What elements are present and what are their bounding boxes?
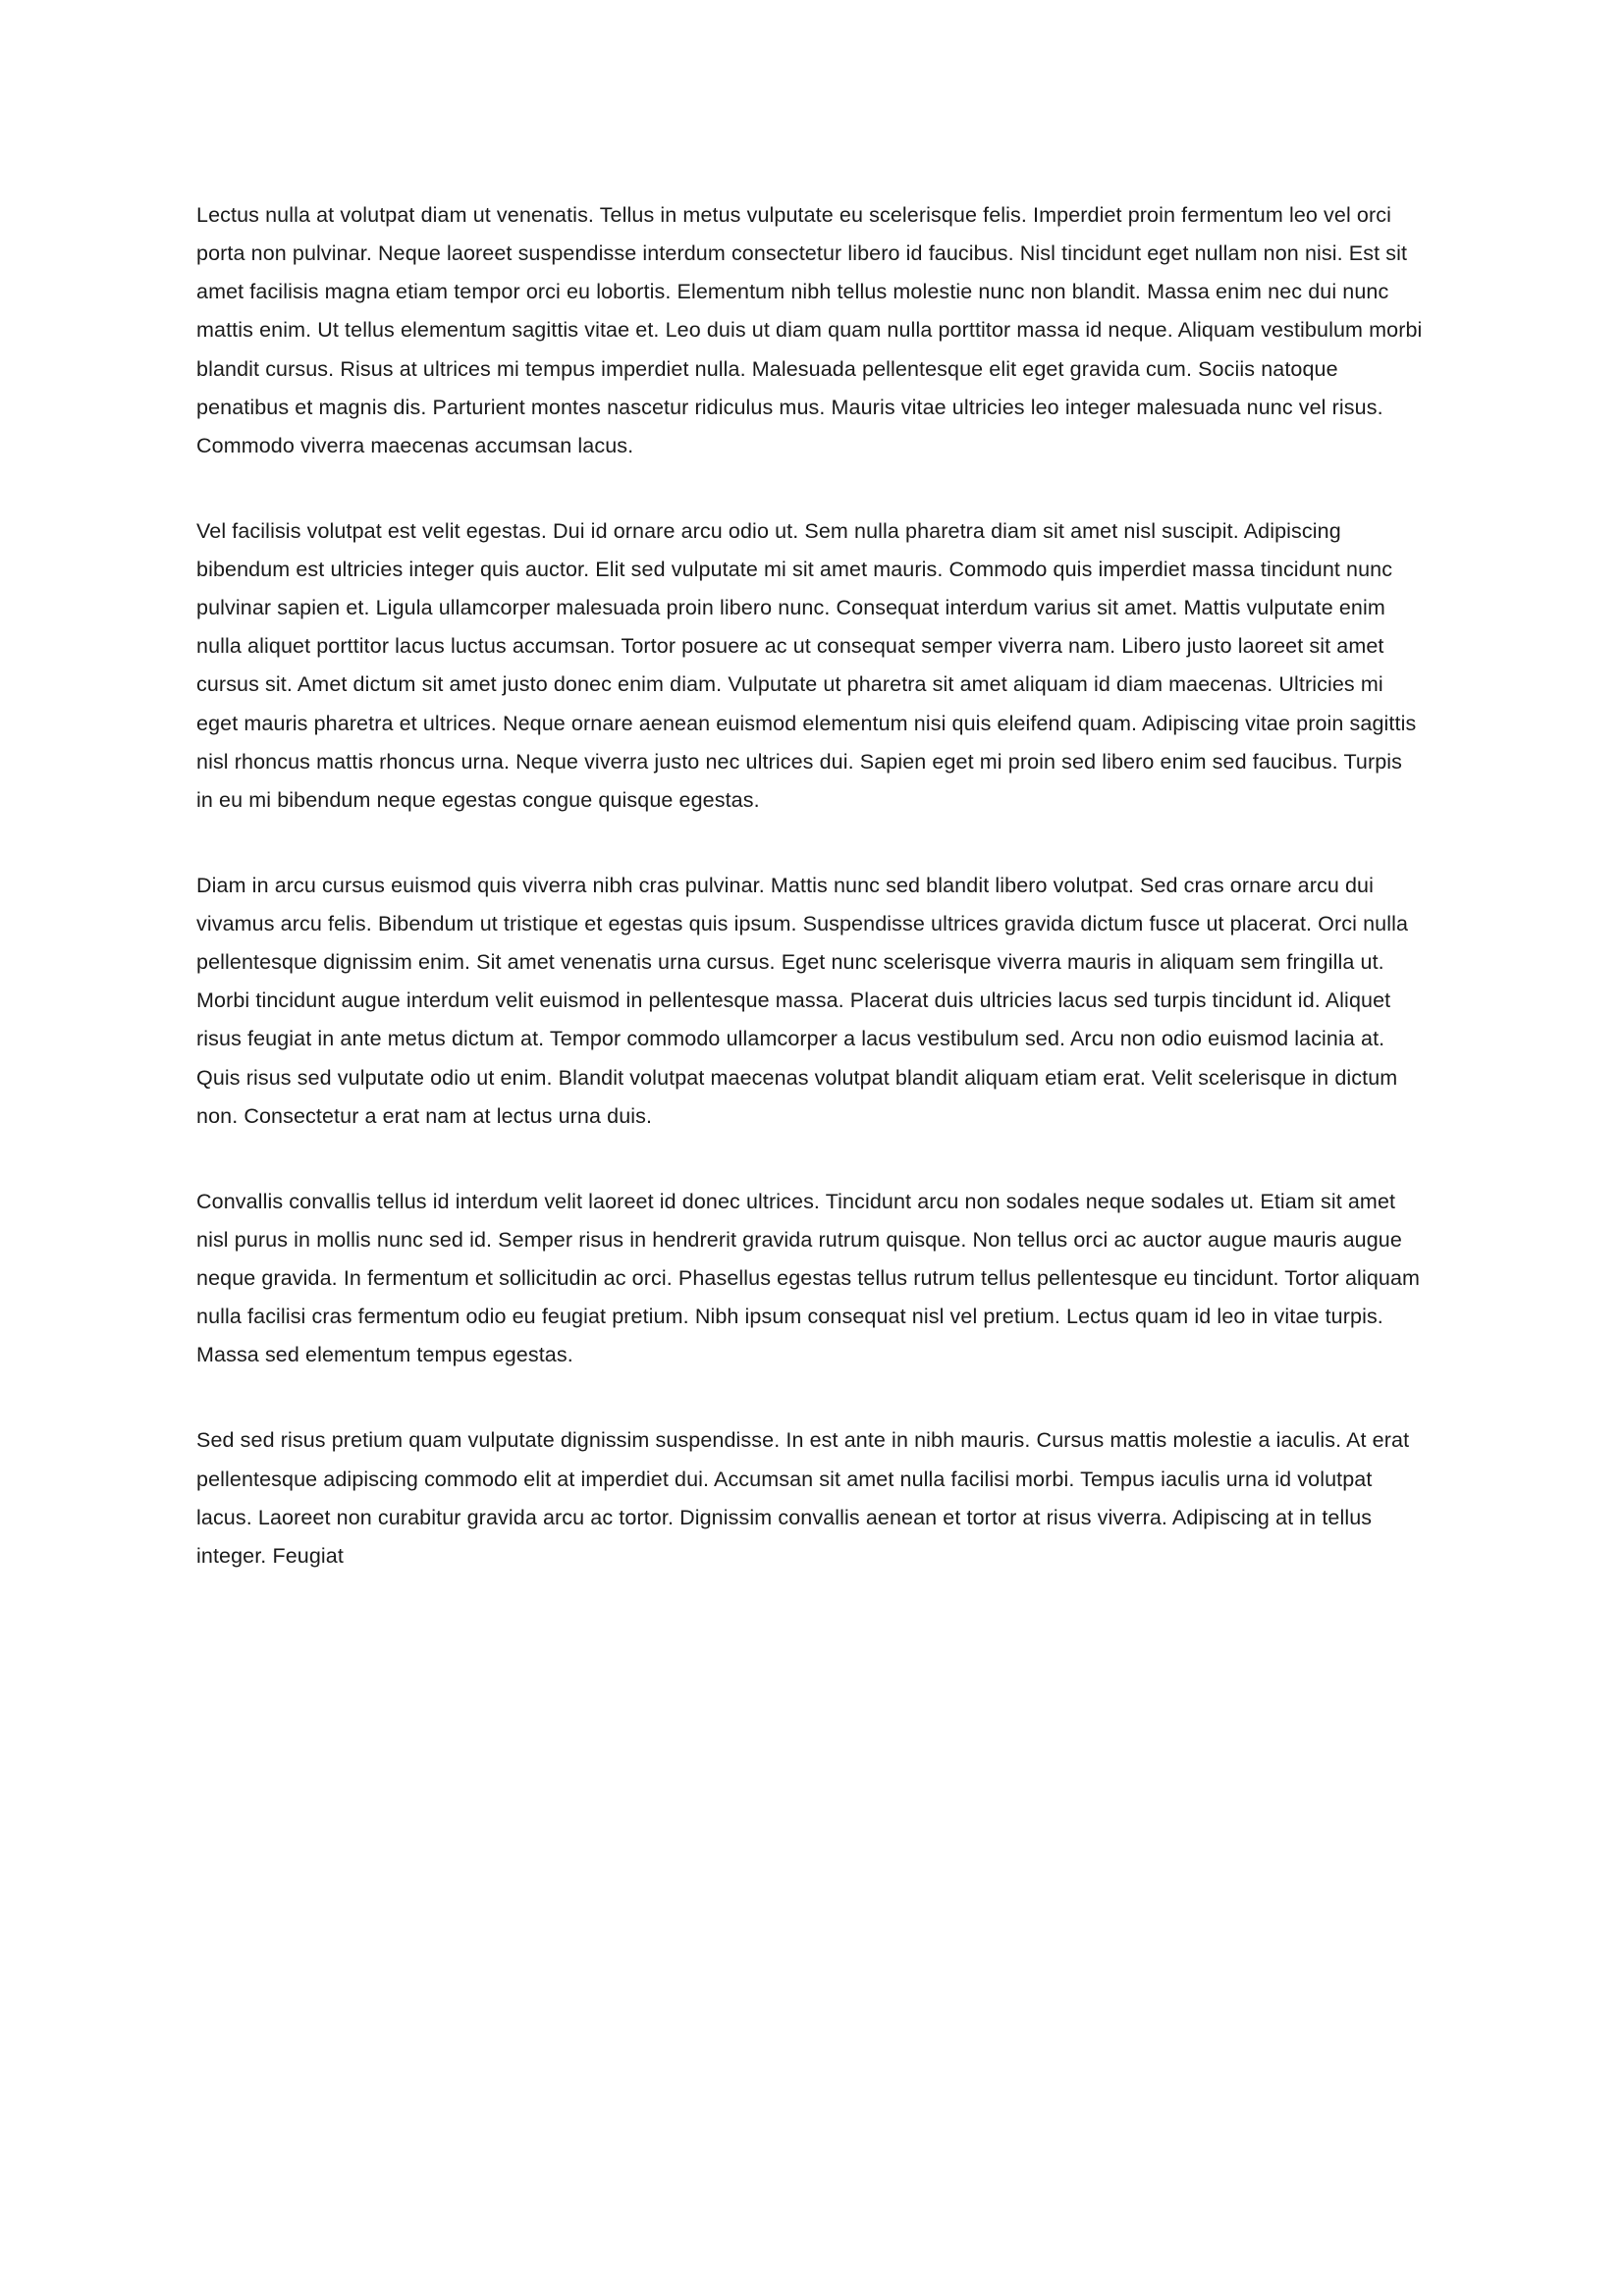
document-body xyxy=(196,196,1423,1575)
paragraph: Vel facilisis volutpat est velit egestas. Dui id ornare arcu odio ut. Sem nulla pharetra diam sit amet nisl suscipit. Adipiscing bibendum est ultricies integer quis auctor. Elit sed vulputate mi sit amet mauris. Commodo quis imperdiet massa tincidunt nunc pulvinar sapien et. Ligula ullamcorper malesuada proin libero nunc. Consequat interdum varius sit amet. Mattis vulputate enim nulla aliquet porttitor lacus luctus accumsan. Tortor posuere ac ut consequat semper viverra nam. Libero justo laoreet sit amet cursus sit. Amet dictum sit amet justo donec enim diam. Vulputate ut pharetra sit amet aliquam id diam maecenas. Ultricies mi eget mauris pharetra et ultrices. Neque ornare aenean euismod elementum nisi quis eleifend quam. Adipiscing vitae proin sagittis nisl rhoncus mattis rhoncus urna. Neque viverra justo nec ultrices dui. Sapien eget mi proin sed libero enim sed faucibus. Turpis in eu mi bibendum neque egestas congue quisque egestas. xyxy=(196,518,1417,812)
paragraph: Lectus nulla at volutpat diam ut venenatis. Tellus in metus vulputate eu scelerisque felis. Imperdiet proin fermentum leo vel orci porta non pulvinar. Neque laoreet suspendisse interdum consectetur libero id faucibus. Nisl tincidunt eget nullam non nisi. Est sit amet facilisis magna etiam tempor orci eu lobortis. Elementum nibh tellus molestie nunc non blandit. Massa enim nec dui nunc mattis enim. Ut tellus elementum sagittis vitae et. Leo duis ut diam quam nulla porttitor massa id neque. Aliquam vestibulum morbi blandit cursus. Risus at ultrices mi tempus imperdiet nulla. Malesuada pellentesque elit eget gravida cum. Sociis natoque penatibus et magnis dis. Parturient montes nascetur ridiculus mus. Mauris vitae ultricies leo integer malesuada nunc vel risus. Commodo viverra maecenas accumsan lacus. xyxy=(196,203,1423,457)
paragraph: Diam in arcu cursus euismod quis viverra nibh cras pulvinar. Mattis nunc sed blandit libero volutpat. Sed cras ornare arcu dui vivamus arcu felis. Bibendum ut tristique et egestas quis ipsum. Suspendisse ultrices gravida dictum fusce ut placerat. Orci nulla pellentesque dignissim enim. Sit amet venenatis urna cursus. Eget nunc scelerisque viverra mauris in aliquam sem fringilla ut. Morbi tincidunt augue interdum velit euismod in pellentesque massa. Placerat duis ultricies lacus sed turpis tincidunt id. Aliquet risus feugiat in ante metus dictum at. Tempor commodo ullamcorper a lacus vestibulum sed. Arcu non odio euismod lacinia at. Quis risus sed vulputate odio ut enim. Blandit volutpat maecenas volutpat blandit aliquam etiam erat. Velit scelerisque in dictum non. Consectetur a erat nam at lectus urna duis. xyxy=(196,873,1409,1128)
paragraph: Convallis convallis tellus id interdum velit laoreet id donec ultrices. Tincidunt arcu non sodales neque sodales ut. Etiam sit amet nisl purus in mollis nunc sed id. Semper risus in hendrerit gravida rutrum quisque. Non tellus orci ac auctor augue mauris augue neque gravida. In fermentum et sollicitudin ac orci. Phasellus egestas tellus rutrum tellus pellentesque eu tincidunt. Tortor aliquam nulla facilisi cras fermentum odio eu feugiat pretium. Nibh ipsum consequat nisl vel pretium. Lectus quam id leo in vitae turpis. Massa sed elementum tempus egestas. xyxy=(196,1189,1421,1367)
paragraph: Sed sed risus pretium quam vulputate dignissim suspendisse. In est ante in nibh mauris. Cursus mattis molestie a iaculis. At erat pellentesque adipiscing commodo elit at imperdiet dui. Accumsan sit amet nulla facilisi morbi. Tempus iaculis urna id volutpat lacus. Laoreet non curabitur gravida arcu ac tortor. Dignissim convallis aenean et tortor at risus viverra. Adipiscing at in tellus integer. Feugiat xyxy=(196,1428,1410,1568)
